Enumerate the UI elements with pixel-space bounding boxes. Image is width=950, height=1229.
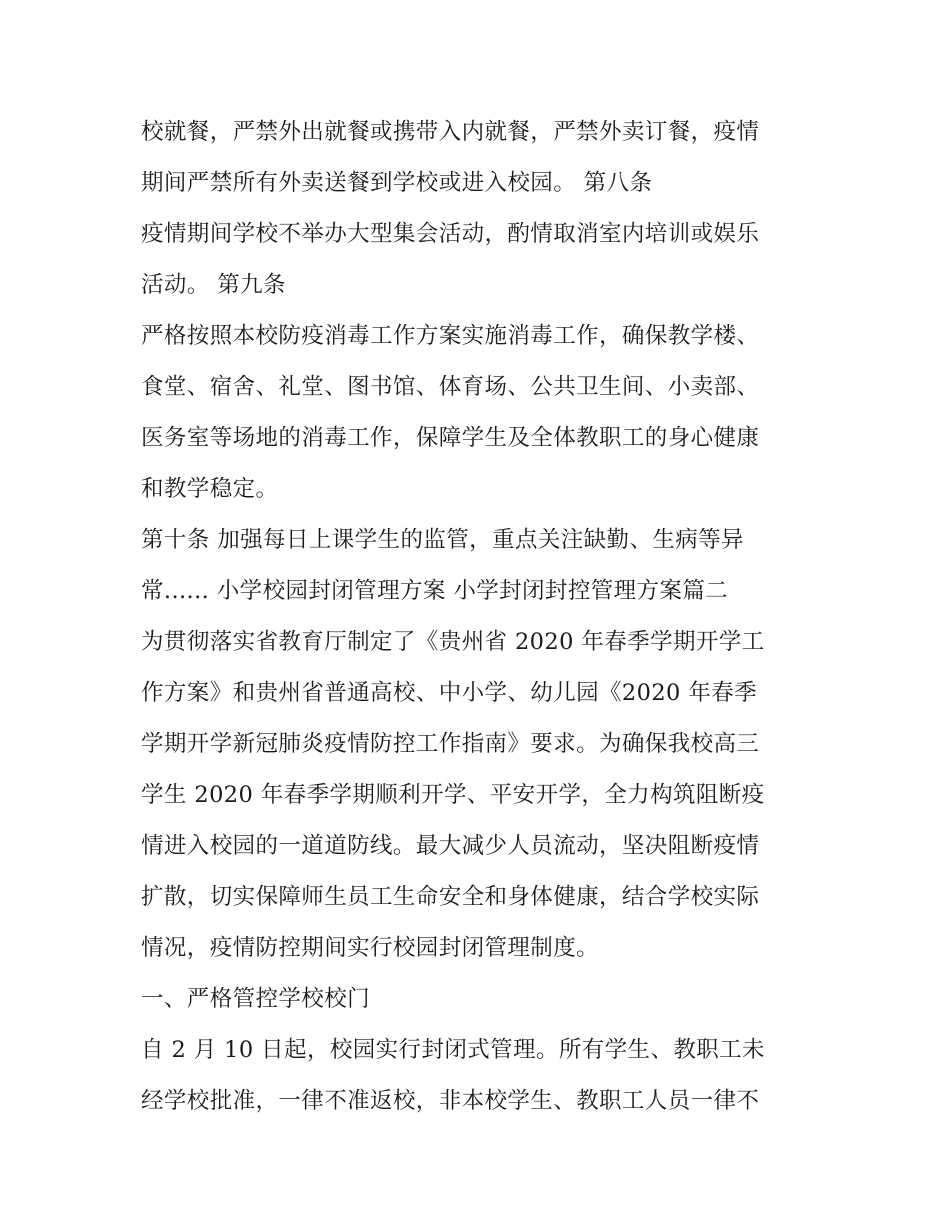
text-line-5: 严格按照本校防疫消毒工作方案实施消毒工作，确保教学楼、 <box>141 323 760 349</box>
text-line-16: 扩散，切实保障师生员工生命安全和身体健康，结合学校实际 <box>141 884 760 910</box>
document-body <box>141 107 821 1127</box>
text-line-10: 常...... 小学校园封闭管理方案 小学封闭封控管理方案篇二 <box>141 578 729 604</box>
text-line-4: 活动。 第九条 <box>141 272 286 298</box>
section-heading: 一、严格管控学校校门 <box>141 986 371 1012</box>
text-line-12: 作方案》和贵州省普通高校、中小学、幼儿园《2020 年春季 <box>141 680 758 706</box>
text-line-2: 期间严禁所有外卖送餐到学校或进入校园。 第八条 <box>141 170 653 196</box>
text-line-11: 为贯彻落实省教育厅制定了《贵州省 2020 年春季学期开学工 <box>141 629 765 655</box>
text-line-20: 经学校批准，一律不准返校，非本校学生、教职工人员一律不 <box>141 1088 760 1114</box>
text-line-3: 疫情期间学校不举办大型集会活动，酌情取消室内培训或娱乐 <box>141 221 760 247</box>
text-line-13: 学期开学新冠肺炎疫情防控工作指南》要求。为确保我校高三 <box>141 731 760 757</box>
text-line-7: 医务室等场地的消毒工作，保障学生及全体教职工的身心健康 <box>141 425 760 451</box>
text-line-14: 学生 2020 年春季学期顺利开学、平安开学，全力构筑阻断疫 <box>141 782 765 808</box>
text-line-17: 情况，疫情防控期间实行校园封闭管理制度。 <box>141 935 600 961</box>
text-line-9: 第十条 加强每日上课学生的监管，重点关注缺勤、生病等异 <box>141 527 744 553</box>
text-line-1: 校就餐，严禁外出就餐或携带入内就餐，严禁外卖订餐，疫情 <box>141 119 760 145</box>
text-line-6: 食堂、宿舍、礼堂、图书馆、体育场、公共卫生间、小卖部、 <box>141 374 760 400</box>
text-line-15: 情进入校园的一道道防线。最大减少人员流动，坚决阻断疫情 <box>141 833 760 859</box>
text-line-8: 和教学稳定。 <box>141 476 279 502</box>
text-line-19: 自 2 月 10 日起，校园实行封闭式管理。所有学生、教职工未 <box>141 1037 765 1063</box>
